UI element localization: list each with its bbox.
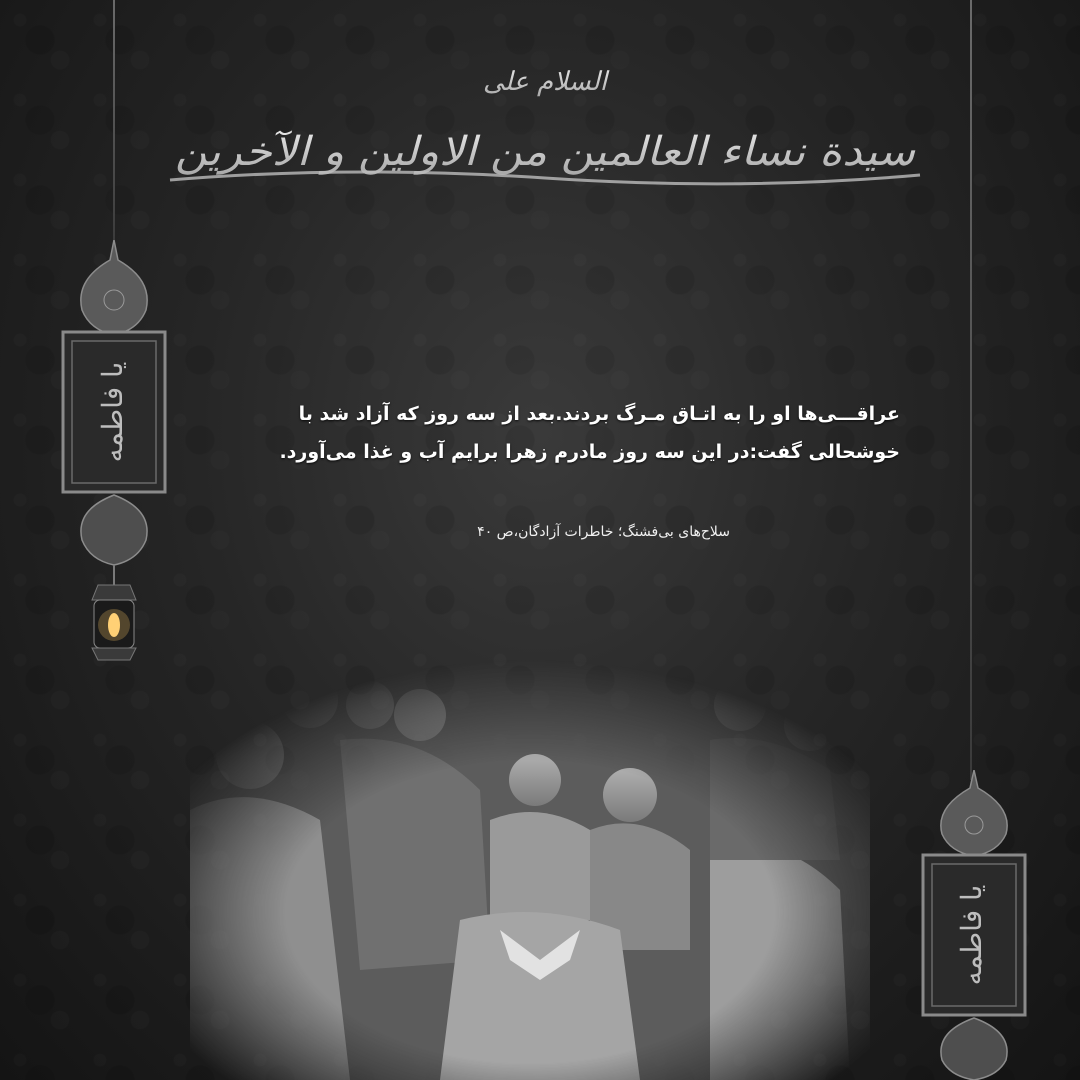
calligraphy-plaque-icon [923, 855, 1025, 1015]
right-hanging-ornament [918, 770, 1030, 1080]
plaque-text-left: یا فاطمه [96, 361, 129, 463]
calligraphy-plaque-icon [63, 332, 165, 492]
quote-line-2: خوشحالی گفت:در این سه روز مادرم زهرا برایم آب و غذا می‌آورد. [279, 441, 900, 463]
left-hanging-ornament [58, 240, 170, 670]
quote-source: سلاح‌های بی‌فشنگ؛ خاطرات آزادگان،ص ۴۰ [477, 524, 730, 540]
hanging-string-right [970, 0, 972, 780]
hanging-string-left [113, 0, 115, 250]
memoir-quote [190, 395, 900, 471]
lantern-icon [92, 585, 136, 660]
dome-ornament-icon [941, 1018, 1007, 1080]
calligraphy-main-text: سیدة نساء العالمین من الاولین و الآخرین [175, 129, 916, 175]
dome-ornament-icon [81, 495, 147, 565]
dome-ornament-icon [941, 770, 1007, 856]
plaque-text-right: یا فاطمه [955, 884, 988, 986]
quote-line-1: عراقـــی‌ها او را به اتـاق مـرگ بردند.بعد از سه روز که آزاد شد با [298, 403, 900, 425]
calligraphy-top-text: السلام علی [482, 67, 608, 97]
calligraphy-header [150, 50, 940, 210]
prisoners-group-photo [190, 660, 870, 1080]
dome-ornament-icon [81, 240, 147, 335]
